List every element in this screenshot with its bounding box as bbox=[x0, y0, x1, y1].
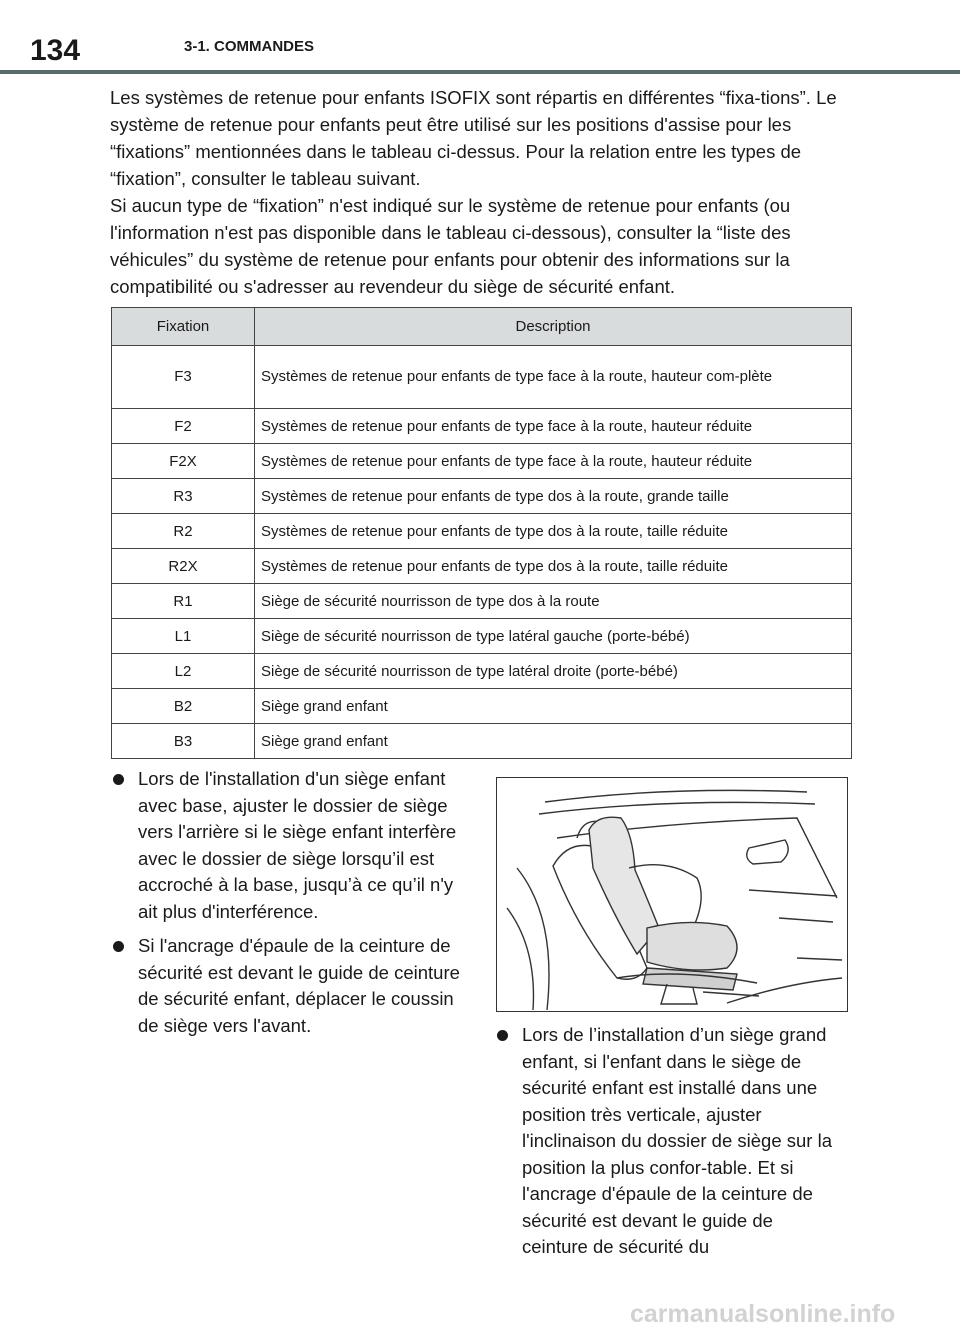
table-row bbox=[112, 514, 852, 549]
fixation-code: F3 bbox=[112, 346, 255, 409]
table-row bbox=[112, 549, 852, 584]
intro-paragraph-1: Les systèmes de retenue pour enfants ISOFIX sont répartis en différentes “fixa-tions”. Le système de retenue pour enfants peut être utilisé sur les positions d'assise pour les “fixations” mentionnées dans le tableau ci-dessus. Pour la relation entre les types de “fixation”, consulter le tableau suivant. bbox=[110, 87, 837, 189]
bullet-text: Lors de l’installation d’un siège grand enfant, si l'enfant dans le siège de sécurité enfant est installé dans une position très verticale, ajuster l'inclinaison du dossier de siège sur la position la plus confor-table. Et si l'ancrage d'épaule de la ceinture de sécurité est devant le guide de ceinture de sécurité du bbox=[522, 1024, 832, 1257]
fixation-description: Siège grand enfant bbox=[255, 689, 852, 724]
fixation-description: Systèmes de retenue pour enfants de type dos à la route, taille réduite bbox=[255, 549, 852, 584]
table-row bbox=[112, 724, 852, 759]
bullet-icon bbox=[497, 1030, 508, 1041]
fixation-description: Systèmes de retenue pour enfants de type dos à la route, grande taille bbox=[255, 479, 852, 514]
fixation-description: Systèmes de retenue pour enfants de type face à la route, hauteur réduite bbox=[255, 444, 852, 479]
car-seat-illustration bbox=[496, 777, 848, 1012]
bullet-icon bbox=[113, 774, 124, 785]
page-header bbox=[0, 0, 960, 76]
car-seat-drawing bbox=[497, 778, 846, 1010]
table-row bbox=[112, 409, 852, 444]
bullet-text: Lors de l'installation d'un siège enfant avec base, ajuster le dossier de siège vers l'arrière si le siège enfant interfère avec le dossier de siège lorsqu’il est accroché à la base, jusqu’à ce qu’il n'y ait plus d'interférence. bbox=[138, 768, 457, 922]
fixation-description: Siège grand enfant bbox=[255, 724, 852, 759]
intro-text bbox=[110, 84, 855, 300]
fixation-code: B3 bbox=[112, 724, 255, 759]
table-row bbox=[112, 619, 852, 654]
intro-paragraph-2: Si aucun type de “fixation” n'est indiqué sur le système de retenue pour enfants (ou l'information n'est pas disponible dans le tableau ci-dessous), consulter la “liste des véhicules” du système de retenue pour enfants pour obtenir des informations sur la compatibilité ou s'adresser au revendeur du siège de sécurité enfant. bbox=[110, 195, 791, 297]
fixation-description: Siège de sécurité nourrisson de type latéral droite (porte-bébé) bbox=[255, 654, 852, 689]
fixation-code: L1 bbox=[112, 619, 255, 654]
fixation-code: R2 bbox=[112, 514, 255, 549]
page-number: 134 bbox=[30, 34, 81, 67]
table-header-row bbox=[112, 308, 852, 346]
fixation-code: R1 bbox=[112, 584, 255, 619]
table-row bbox=[112, 444, 852, 479]
fixation-code: F2X bbox=[112, 444, 255, 479]
fixation-description: Systèmes de retenue pour enfants de type face à la route, hauteur réduite bbox=[255, 409, 852, 444]
right-bullet-list bbox=[496, 1022, 836, 1269]
bullet-icon bbox=[113, 941, 124, 952]
table-row bbox=[112, 689, 852, 724]
fixation-description: Siège de sécurité nourrisson de type latéral gauche (porte-bébé) bbox=[255, 619, 852, 654]
table-row bbox=[112, 346, 852, 409]
column-header-fixation: Fixation bbox=[112, 308, 255, 346]
list-item bbox=[496, 1022, 836, 1261]
fixation-code: F2 bbox=[112, 409, 255, 444]
table-row bbox=[112, 479, 852, 514]
left-bullet-list bbox=[112, 766, 472, 1047]
fixation-code: L2 bbox=[112, 654, 255, 689]
section-title: 3-1. COMMANDES bbox=[184, 38, 315, 55]
list-item bbox=[112, 933, 472, 1039]
fixation-description: Systèmes de retenue pour enfants de type face à la route, hauteur com-plète bbox=[255, 346, 852, 409]
table-row bbox=[112, 654, 852, 689]
fixation-description: Systèmes de retenue pour enfants de type dos à la route, taille réduite bbox=[255, 514, 852, 549]
fixation-table bbox=[111, 307, 852, 759]
bullet-text: Si l'ancrage d'épaule de la ceinture de sécurité est devant le guide de ceinture de sécurité enfant, déplacer le coussin de siège vers l'avant. bbox=[138, 935, 460, 1036]
watermark: carmanualsonline.info bbox=[630, 1300, 896, 1328]
header-rule bbox=[0, 70, 960, 74]
list-item bbox=[112, 766, 472, 925]
fixation-description: Siège de sécurité nourrisson de type dos à la route bbox=[255, 584, 852, 619]
column-header-description: Description bbox=[255, 308, 852, 346]
table-row bbox=[112, 584, 852, 619]
fixation-code: R3 bbox=[112, 479, 255, 514]
fixation-code: R2X bbox=[112, 549, 255, 584]
fixation-code: B2 bbox=[112, 689, 255, 724]
